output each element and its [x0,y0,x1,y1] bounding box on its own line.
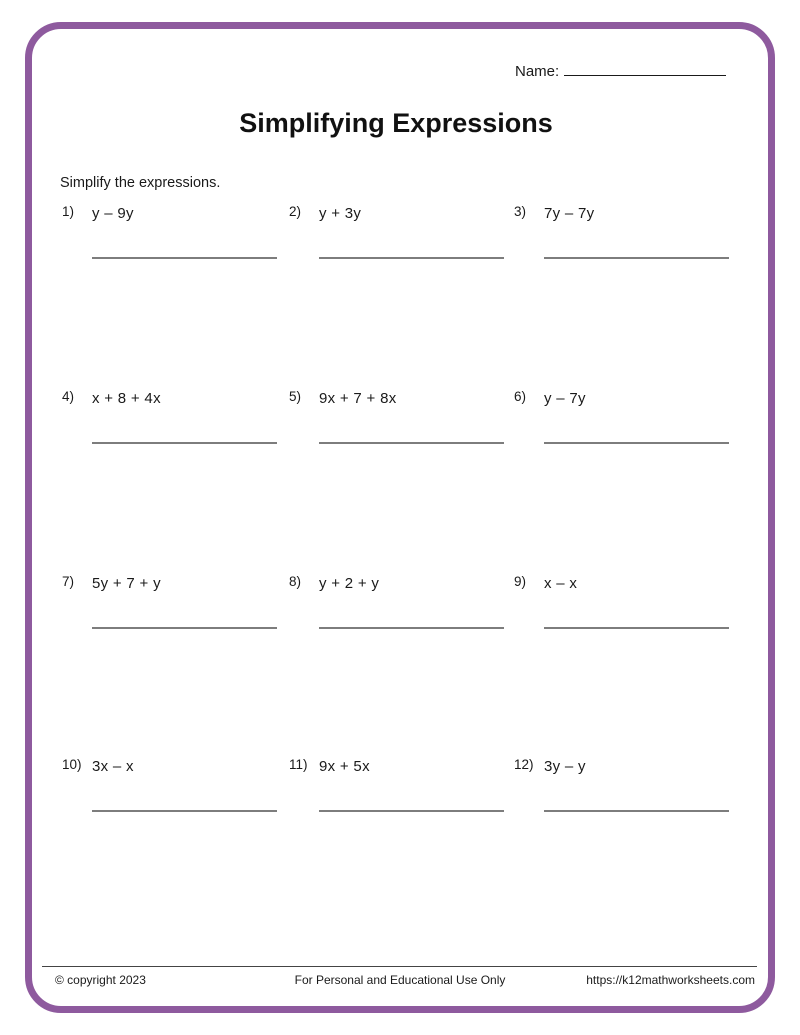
problem-row-3 [0,575,800,760]
problem-number: 11) [289,757,308,772]
answer-blank[interactable] [544,257,729,259]
problem-expression: y – 9y [92,205,134,222]
problem-number: 8) [289,574,302,589]
instruction-text: Simplify the expressions. [60,175,221,191]
problem-cell-12 [514,758,736,878]
answer-blank[interactable] [92,810,277,812]
answer-blank[interactable] [319,257,504,259]
problem-number: 3) [514,204,527,219]
footer-copyright: © copyright 2023 [55,973,146,987]
problem-expression: 5y + 7 + y [92,575,161,592]
footer-usage-note: For Personal and Educational Use Only [294,973,506,987]
problem-cell-10 [62,758,284,878]
problem-row-1 [0,205,800,390]
answer-blank[interactable] [319,627,504,629]
problem-number: 4) [62,389,75,404]
problem-number: 5) [289,389,302,404]
problem-row-4 [0,758,800,943]
problem-row-2 [0,390,800,575]
problem-cell-9 [514,575,736,695]
name-label: Name: [515,63,560,80]
problem-expression: y – 7y [544,390,586,407]
answer-blank[interactable] [92,257,277,259]
answer-blank[interactable] [319,810,504,812]
answer-blank[interactable] [544,627,729,629]
problem-expression: 9x + 5x [319,758,370,775]
problem-cell-2 [289,205,511,325]
problem-cell-5 [289,390,511,510]
problem-expression: x – x [544,575,578,592]
problem-number: 6) [514,389,527,404]
answer-blank[interactable] [544,442,729,444]
problem-cell-6 [514,390,736,510]
answer-blank[interactable] [544,810,729,812]
problem-expression: y + 3y [319,205,362,222]
name-blank[interactable] [564,60,726,76]
footer-divider [42,966,757,967]
footer-url: https://k12mathworksheets.com [586,973,755,987]
problem-number: 10) [62,757,82,772]
problem-cell-11 [289,758,511,878]
problem-number: 1) [62,204,75,219]
problem-expression: 3x – x [92,758,134,775]
problem-number: 9) [514,574,527,589]
problem-number: 2) [289,204,302,219]
problem-expression: x + 8 + 4x [92,390,161,407]
problem-number: 12) [514,757,534,772]
problem-cell-7 [62,575,284,695]
problem-cell-4 [62,390,284,510]
problem-cell-3 [514,205,736,325]
problem-number: 7) [62,574,75,589]
page-title: Simplifying Expressions [239,108,553,138]
problem-expression: 3y – y [544,758,586,775]
problem-expression: 9x + 7 + 8x [319,390,397,407]
answer-blank[interactable] [319,442,504,444]
problem-expression: y + 2 + y [319,575,380,592]
name-row [515,60,726,80]
problem-expression: 7y – 7y [544,205,595,222]
problem-cell-8 [289,575,511,695]
answer-blank[interactable] [92,442,277,444]
problem-cell-1 [62,205,284,325]
answer-blank[interactable] [92,627,277,629]
